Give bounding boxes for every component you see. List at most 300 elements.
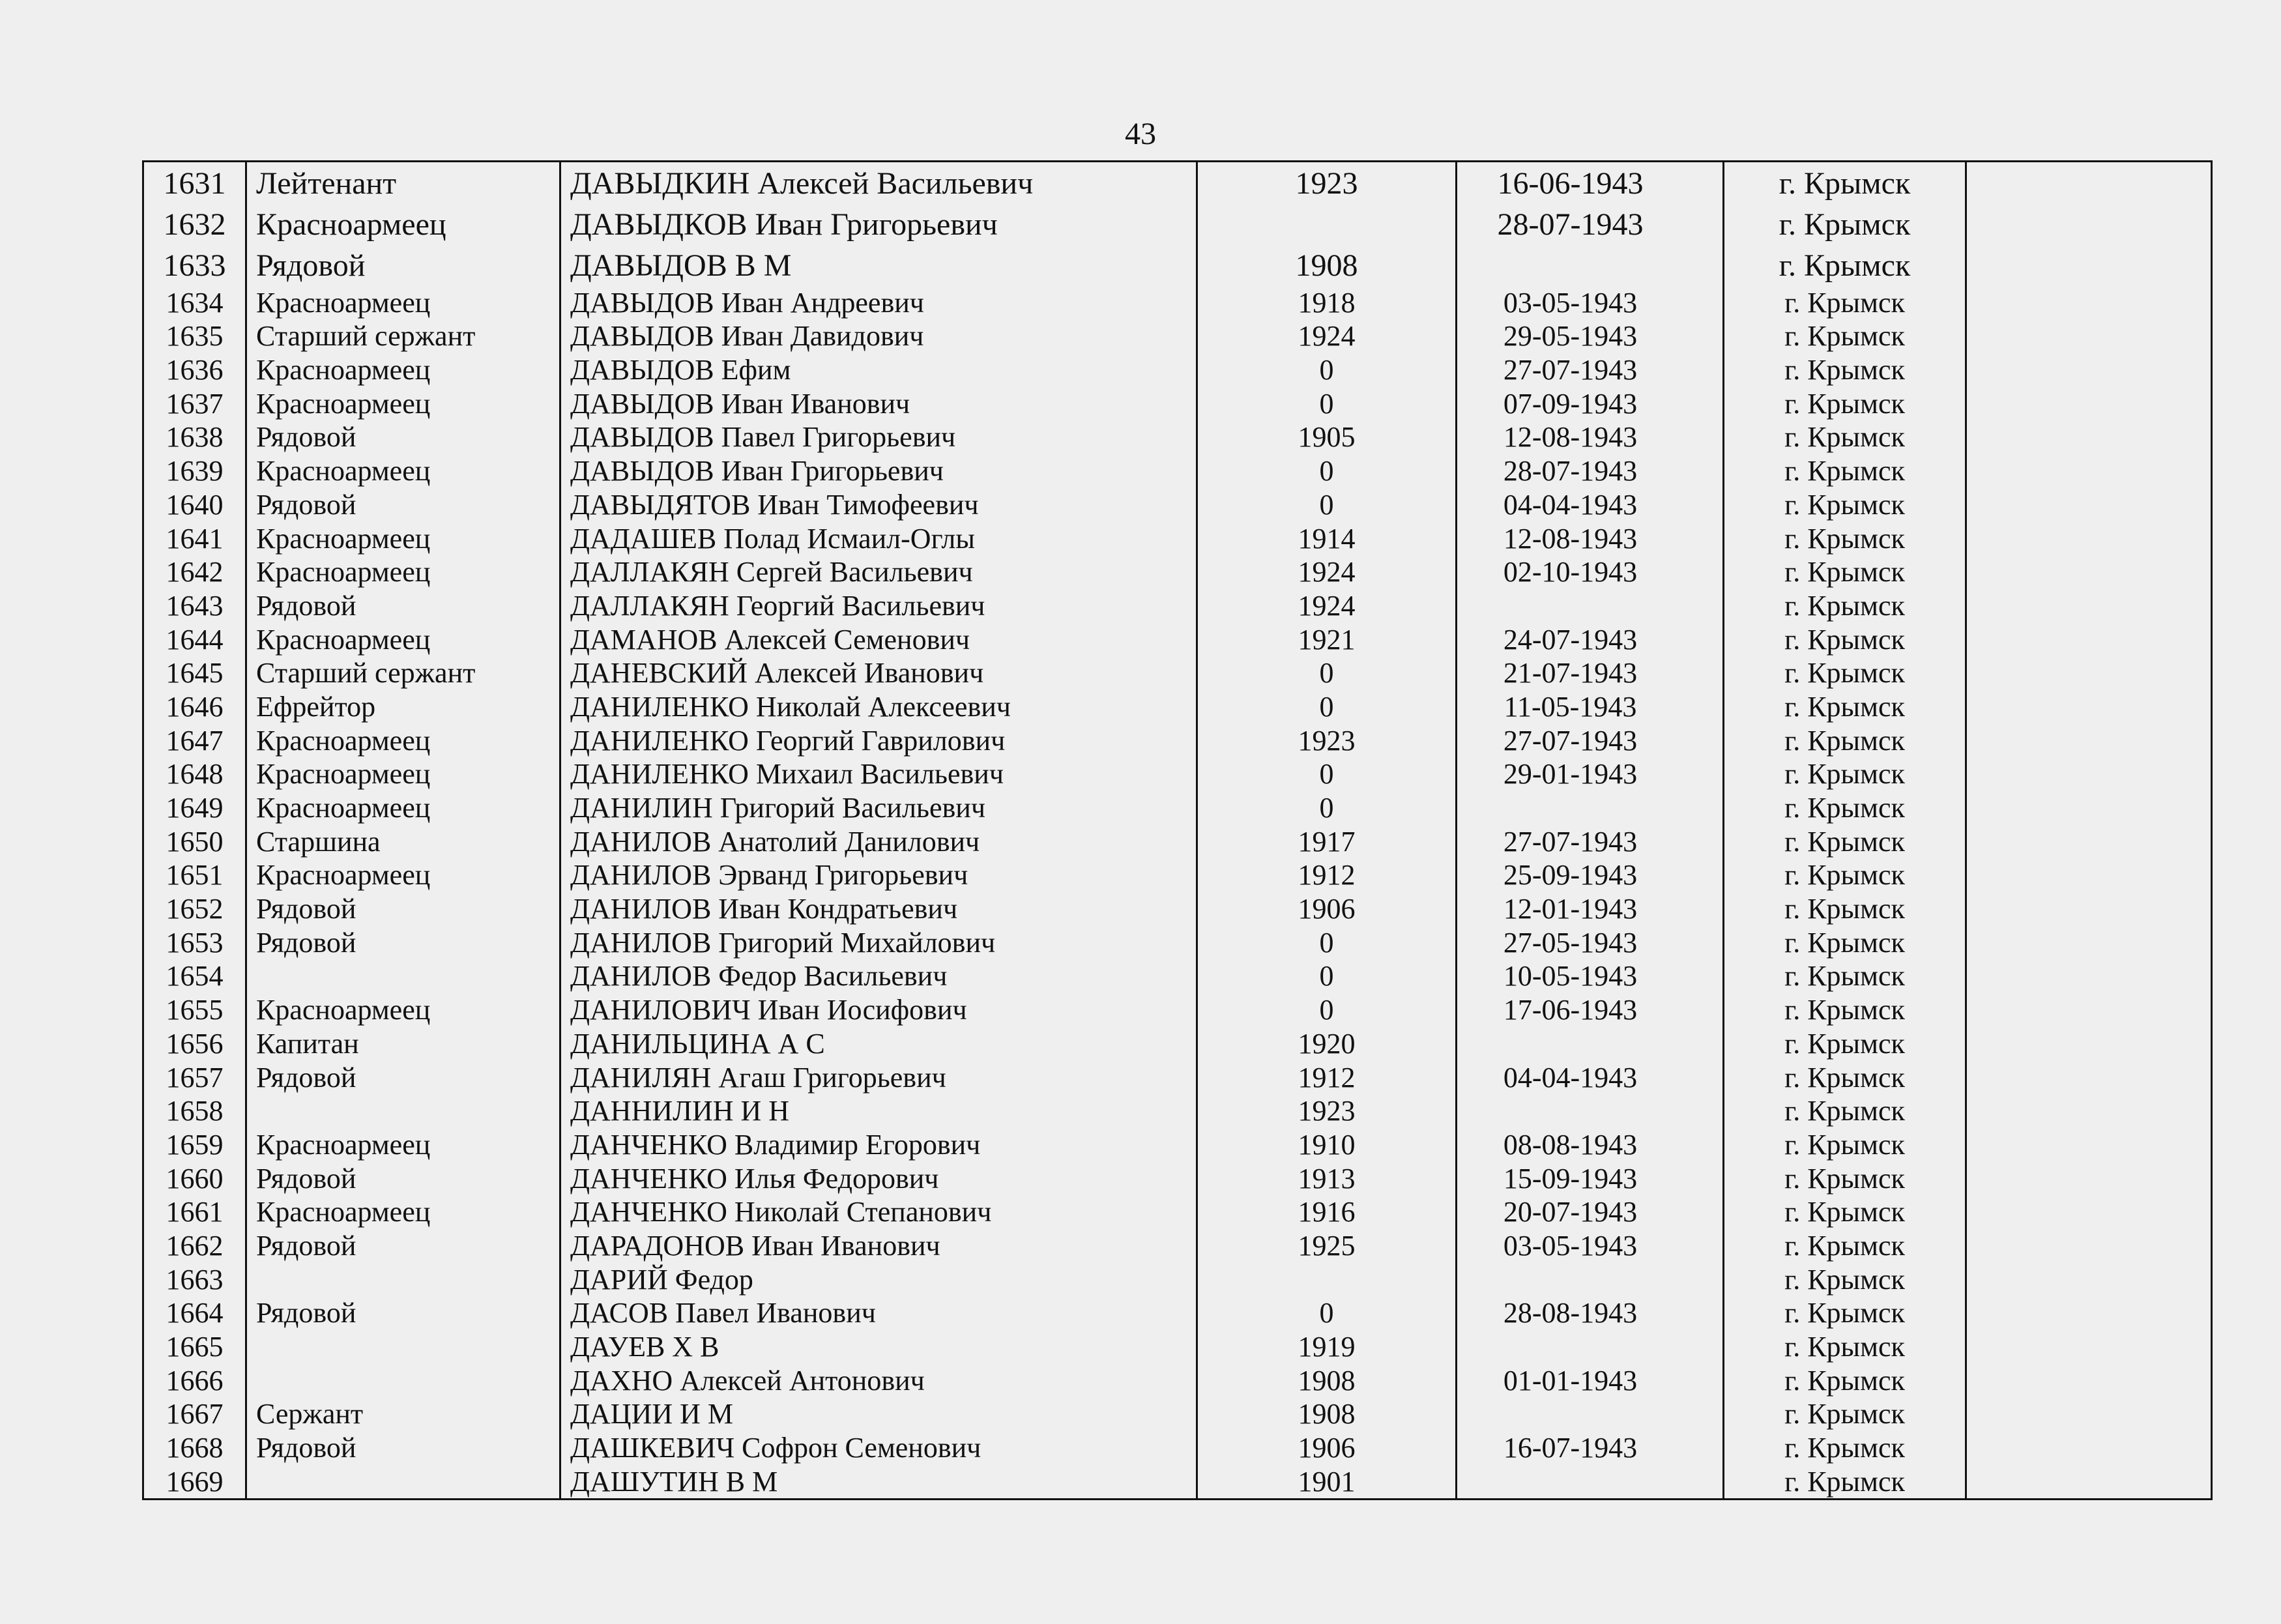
burial-place-cell: г. Крымск bbox=[1724, 454, 1966, 487]
rank-cell: Рядовой bbox=[246, 1296, 560, 1330]
empty-cell bbox=[1966, 1060, 2212, 1094]
record-number: 1664 bbox=[143, 1296, 246, 1330]
birth-year-cell: 1924 bbox=[1197, 319, 1457, 353]
burial-place-cell: г. Крымск bbox=[1724, 1060, 1966, 1094]
death-date-cell: 17-06-1943 bbox=[1457, 993, 1724, 1026]
burial-place-cell: г. Крымск bbox=[1724, 1296, 1966, 1330]
rank-cell: Рядовой bbox=[246, 420, 560, 454]
empty-cell bbox=[1966, 1094, 2212, 1128]
empty-cell bbox=[1966, 959, 2212, 993]
record-number: 1645 bbox=[143, 656, 246, 690]
record-number: 1631 bbox=[143, 162, 246, 204]
table-row bbox=[143, 420, 2212, 454]
death-date-cell: 27-07-1943 bbox=[1457, 723, 1724, 757]
empty-cell bbox=[1966, 824, 2212, 858]
death-date-cell: 27-07-1943 bbox=[1457, 824, 1724, 858]
rank-cell: Красноармеец bbox=[246, 203, 560, 244]
death-date-cell: 04-04-1943 bbox=[1457, 487, 1724, 521]
name-cell: ДАНИЛОВИЧ Иван Иосифович bbox=[560, 993, 1197, 1026]
table-row bbox=[143, 790, 2212, 824]
record-number: 1648 bbox=[143, 757, 246, 791]
empty-cell bbox=[1966, 858, 2212, 892]
empty-cell bbox=[1966, 656, 2212, 690]
table-row bbox=[143, 892, 2212, 925]
name-cell: ДАШУТИН В М bbox=[560, 1464, 1197, 1499]
empty-cell bbox=[1966, 244, 2212, 285]
rank-cell: Лейтенант bbox=[246, 162, 560, 204]
birth-year-cell: 1918 bbox=[1197, 285, 1457, 319]
record-number: 1655 bbox=[143, 993, 246, 1026]
record-number: 1667 bbox=[143, 1397, 246, 1431]
rank-cell: Рядовой bbox=[246, 892, 560, 925]
burial-place-cell: г. Крымск bbox=[1724, 244, 1966, 285]
record-number: 1653 bbox=[143, 925, 246, 959]
birth-year-cell: 0 bbox=[1197, 790, 1457, 824]
birth-year-cell: 1906 bbox=[1197, 892, 1457, 925]
empty-cell bbox=[1966, 454, 2212, 487]
birth-year-cell: 0 bbox=[1197, 757, 1457, 791]
death-date-cell: 24-07-1943 bbox=[1457, 622, 1724, 656]
birth-year-cell: 0 bbox=[1197, 993, 1457, 1026]
rank-cell: Красноармеец bbox=[246, 353, 560, 386]
burial-place-cell: г. Крымск bbox=[1724, 162, 1966, 204]
record-number: 1661 bbox=[143, 1195, 246, 1229]
empty-cell bbox=[1966, 1397, 2212, 1431]
death-date-cell: 08-08-1943 bbox=[1457, 1127, 1724, 1161]
burial-place-cell: г. Крымск bbox=[1724, 285, 1966, 319]
empty-cell bbox=[1966, 1161, 2212, 1195]
empty-cell bbox=[1966, 1430, 2212, 1464]
record-number: 1643 bbox=[143, 588, 246, 622]
table-row bbox=[143, 1228, 2212, 1262]
name-cell: ДАНИЛЯН Агаш Григорьевич bbox=[560, 1060, 1197, 1094]
rank-cell: Красноармеец bbox=[246, 1195, 560, 1229]
record-number: 1668 bbox=[143, 1430, 246, 1464]
empty-cell bbox=[1966, 285, 2212, 319]
birth-year-cell: 1905 bbox=[1197, 420, 1457, 454]
rank-cell: Красноармеец bbox=[246, 555, 560, 589]
birth-year-cell: 1912 bbox=[1197, 858, 1457, 892]
birth-year-cell: 1916 bbox=[1197, 1195, 1457, 1229]
birth-year-cell: 1923 bbox=[1197, 1094, 1457, 1128]
empty-cell bbox=[1966, 757, 2212, 791]
death-date-cell bbox=[1457, 1262, 1724, 1296]
empty-cell bbox=[1966, 162, 2212, 204]
burial-place-cell: г. Крымск bbox=[1724, 656, 1966, 690]
name-cell: ДАВЫДОВ В М bbox=[560, 244, 1197, 285]
empty-cell bbox=[1966, 420, 2212, 454]
empty-cell bbox=[1966, 487, 2212, 521]
empty-cell bbox=[1966, 723, 2212, 757]
death-date-cell bbox=[1457, 790, 1724, 824]
table-row bbox=[143, 1397, 2212, 1431]
burial-place-cell: г. Крымск bbox=[1724, 757, 1966, 791]
empty-cell bbox=[1966, 622, 2212, 656]
birth-year-cell: 1906 bbox=[1197, 1430, 1457, 1464]
birth-year-cell: 0 bbox=[1197, 656, 1457, 690]
empty-cell bbox=[1966, 790, 2212, 824]
record-number: 1658 bbox=[143, 1094, 246, 1128]
name-cell: ДАЛЛАКЯН Сергей Васильевич bbox=[560, 555, 1197, 589]
empty-cell bbox=[1966, 1329, 2212, 1363]
record-number: 1663 bbox=[143, 1262, 246, 1296]
death-date-cell: 21-07-1943 bbox=[1457, 656, 1724, 690]
death-date-cell: 25-09-1943 bbox=[1457, 858, 1724, 892]
record-number: 1659 bbox=[143, 1127, 246, 1161]
empty-cell bbox=[1966, 353, 2212, 386]
table-row bbox=[143, 285, 2212, 319]
name-cell: ДАНИЛОВ Анатолий Данилович bbox=[560, 824, 1197, 858]
empty-cell bbox=[1966, 1195, 2212, 1229]
burial-place-cell: г. Крымск bbox=[1724, 588, 1966, 622]
death-date-cell: 03-05-1943 bbox=[1457, 1228, 1724, 1262]
death-date-cell: 01-01-1943 bbox=[1457, 1363, 1724, 1397]
burial-place-cell: г. Крымск bbox=[1724, 1094, 1966, 1128]
birth-year-cell: 1917 bbox=[1197, 824, 1457, 858]
rank-cell bbox=[246, 1094, 560, 1128]
death-date-cell: 16-06-1943 bbox=[1457, 162, 1724, 204]
record-number: 1665 bbox=[143, 1329, 246, 1363]
table-row bbox=[143, 521, 2212, 555]
empty-cell bbox=[1966, 1464, 2212, 1499]
burial-place-cell: г. Крымск bbox=[1724, 203, 1966, 244]
burial-place-cell: г. Крымск bbox=[1724, 622, 1966, 656]
burial-place-cell: г. Крымск bbox=[1724, 555, 1966, 589]
rank-cell: Рядовой bbox=[246, 1430, 560, 1464]
table-row bbox=[143, 1060, 2212, 1094]
record-number: 1639 bbox=[143, 454, 246, 487]
record-number: 1669 bbox=[143, 1464, 246, 1499]
burial-place-cell: г. Крымск bbox=[1724, 790, 1966, 824]
burial-place-cell: г. Крымск bbox=[1724, 959, 1966, 993]
name-cell: ДАНЕВСКИЙ Алексей Иванович bbox=[560, 656, 1197, 690]
record-number: 1654 bbox=[143, 959, 246, 993]
birth-year-cell: 0 bbox=[1197, 1296, 1457, 1330]
name-cell: ДАНИЛОВ Иван Кондратьевич bbox=[560, 892, 1197, 925]
table-row bbox=[143, 1262, 2212, 1296]
birth-year-cell: 1921 bbox=[1197, 622, 1457, 656]
table-row bbox=[143, 353, 2212, 386]
death-date-cell: 12-08-1943 bbox=[1457, 420, 1724, 454]
rank-cell: Рядовой bbox=[246, 588, 560, 622]
death-date-cell bbox=[1457, 1329, 1724, 1363]
name-cell: ДАНИЛИН Григорий Васильевич bbox=[560, 790, 1197, 824]
table-row bbox=[143, 858, 2212, 892]
name-cell: ДАУЕВ Х В bbox=[560, 1329, 1197, 1363]
rank-cell: Красноармеец bbox=[246, 454, 560, 487]
rank-cell: Рядовой bbox=[246, 1228, 560, 1262]
record-number: 1666 bbox=[143, 1363, 246, 1397]
name-cell: ДАНИЛЕНКО Николай Алексеевич bbox=[560, 689, 1197, 723]
rank-cell: Красноармеец bbox=[246, 723, 560, 757]
record-number: 1652 bbox=[143, 892, 246, 925]
burial-place-cell: г. Крымск bbox=[1724, 925, 1966, 959]
death-date-cell: 27-07-1943 bbox=[1457, 353, 1724, 386]
record-number: 1662 bbox=[143, 1228, 246, 1262]
name-cell: ДАНЧЕНКО Николай Степанович bbox=[560, 1195, 1197, 1229]
table-row bbox=[143, 689, 2212, 723]
rank-cell: Красноармеец bbox=[246, 622, 560, 656]
table-row bbox=[143, 993, 2212, 1026]
record-number: 1646 bbox=[143, 689, 246, 723]
record-number: 1660 bbox=[143, 1161, 246, 1195]
birth-year-cell: 1908 bbox=[1197, 244, 1457, 285]
table-row bbox=[143, 588, 2212, 622]
burial-place-cell: г. Крымск bbox=[1724, 1228, 1966, 1262]
record-number: 1642 bbox=[143, 555, 246, 589]
burial-place-cell: г. Крымск bbox=[1724, 1329, 1966, 1363]
table-row bbox=[143, 959, 2212, 993]
burial-place-cell: г. Крымск bbox=[1724, 420, 1966, 454]
name-cell: ДАВЫДОВ Иван Иванович bbox=[560, 386, 1197, 420]
rank-cell: Старший сержант bbox=[246, 656, 560, 690]
death-date-cell bbox=[1457, 244, 1724, 285]
rank-cell bbox=[246, 959, 560, 993]
birth-year-cell: 1910 bbox=[1197, 1127, 1457, 1161]
burial-place-cell: г. Крымск bbox=[1724, 353, 1966, 386]
burial-place-cell: г. Крымск bbox=[1724, 723, 1966, 757]
death-date-cell: 29-01-1943 bbox=[1457, 757, 1724, 791]
name-cell: ДАВЫДОВ Иван Андреевич bbox=[560, 285, 1197, 319]
birth-year-cell bbox=[1197, 203, 1457, 244]
record-number: 1635 bbox=[143, 319, 246, 353]
empty-cell bbox=[1966, 1262, 2212, 1296]
record-number: 1637 bbox=[143, 386, 246, 420]
birth-year-cell: 0 bbox=[1197, 959, 1457, 993]
rank-cell: Красноармеец bbox=[246, 1127, 560, 1161]
rank-cell: Красноармеец bbox=[246, 993, 560, 1026]
name-cell: ДАСОВ Павел Иванович bbox=[560, 1296, 1197, 1330]
name-cell: ДАНИЛЕНКО Георгий Гаврилович bbox=[560, 723, 1197, 757]
table-row bbox=[143, 1161, 2212, 1195]
birth-year-cell: 0 bbox=[1197, 353, 1457, 386]
burial-place-cell: г. Крымск bbox=[1724, 1363, 1966, 1397]
name-cell: ДАНИЛЬЦИНА А С bbox=[560, 1026, 1197, 1060]
table-row bbox=[143, 622, 2212, 656]
death-date-cell: 10-05-1943 bbox=[1457, 959, 1724, 993]
record-number: 1657 bbox=[143, 1060, 246, 1094]
burial-place-cell: г. Крымск bbox=[1724, 386, 1966, 420]
rank-cell: Красноармеец bbox=[246, 521, 560, 555]
birth-year-cell: 1913 bbox=[1197, 1161, 1457, 1195]
birth-year-cell bbox=[1197, 1262, 1457, 1296]
death-date-cell: 03-05-1943 bbox=[1457, 285, 1724, 319]
death-date-cell: 28-08-1943 bbox=[1457, 1296, 1724, 1330]
birth-year-cell: 1919 bbox=[1197, 1329, 1457, 1363]
death-date-cell bbox=[1457, 1464, 1724, 1499]
rank-cell bbox=[246, 1262, 560, 1296]
record-number: 1638 bbox=[143, 420, 246, 454]
rank-cell: Красноармеец bbox=[246, 757, 560, 791]
table-row bbox=[143, 1094, 2212, 1128]
death-date-cell: 12-01-1943 bbox=[1457, 892, 1724, 925]
birth-year-cell: 1923 bbox=[1197, 723, 1457, 757]
rank-cell: Красноармеец bbox=[246, 285, 560, 319]
empty-cell bbox=[1966, 993, 2212, 1026]
death-date-cell bbox=[1457, 1094, 1724, 1128]
death-date-cell bbox=[1457, 1026, 1724, 1060]
table-row bbox=[143, 824, 2212, 858]
birth-year-cell: 1912 bbox=[1197, 1060, 1457, 1094]
burial-place-cell: г. Крымск bbox=[1724, 1464, 1966, 1499]
rank-cell: Рядовой bbox=[246, 1161, 560, 1195]
rank-cell: Капитан bbox=[246, 1026, 560, 1060]
name-cell: ДАШКЕВИЧ Софрон Семенович bbox=[560, 1430, 1197, 1464]
table-row bbox=[143, 555, 2212, 589]
rank-cell: Красноармеец bbox=[246, 386, 560, 420]
rank-cell bbox=[246, 1363, 560, 1397]
birth-year-cell: 1908 bbox=[1197, 1363, 1457, 1397]
record-number: 1651 bbox=[143, 858, 246, 892]
empty-cell bbox=[1966, 203, 2212, 244]
burial-place-cell: г. Крымск bbox=[1724, 858, 1966, 892]
rank-cell: Красноармеец bbox=[246, 858, 560, 892]
table-row bbox=[143, 203, 2212, 244]
birth-year-cell: 0 bbox=[1197, 487, 1457, 521]
birth-year-cell: 1920 bbox=[1197, 1026, 1457, 1060]
rank-cell: Рядовой bbox=[246, 925, 560, 959]
empty-cell bbox=[1966, 925, 2212, 959]
table-row bbox=[143, 319, 2212, 353]
burial-place-cell: г. Крымск bbox=[1724, 1397, 1966, 1431]
death-date-cell bbox=[1457, 1397, 1724, 1431]
empty-cell bbox=[1966, 521, 2212, 555]
record-number: 1650 bbox=[143, 824, 246, 858]
burial-place-cell: г. Крымск bbox=[1724, 487, 1966, 521]
rank-cell: Рядовой bbox=[246, 487, 560, 521]
death-date-cell: 16-07-1943 bbox=[1457, 1430, 1724, 1464]
record-number: 1634 bbox=[143, 285, 246, 319]
empty-cell bbox=[1966, 1127, 2212, 1161]
death-date-cell: 11-05-1943 bbox=[1457, 689, 1724, 723]
birth-year-cell: 1914 bbox=[1197, 521, 1457, 555]
table-row bbox=[143, 244, 2212, 285]
table-row bbox=[143, 1329, 2212, 1363]
burial-place-cell: г. Крымск bbox=[1724, 521, 1966, 555]
name-cell: ДАВЫДОВ Ефим bbox=[560, 353, 1197, 386]
record-number: 1640 bbox=[143, 487, 246, 521]
table-row bbox=[143, 487, 2212, 521]
rank-cell bbox=[246, 1329, 560, 1363]
name-cell: ДАВЫДКИН Алексей Васильевич bbox=[560, 162, 1197, 204]
death-date-cell: 04-04-1943 bbox=[1457, 1060, 1724, 1094]
name-cell: ДАЦИИ И М bbox=[560, 1397, 1197, 1431]
table-row bbox=[143, 1363, 2212, 1397]
burial-place-cell: г. Крымск bbox=[1724, 1195, 1966, 1229]
name-cell: ДАНИЛОВ Федор Васильевич bbox=[560, 959, 1197, 993]
death-date-cell: 29-05-1943 bbox=[1457, 319, 1724, 353]
table-row bbox=[143, 723, 2212, 757]
burial-place-cell: г. Крымск bbox=[1724, 1262, 1966, 1296]
death-date-cell: 20-07-1943 bbox=[1457, 1195, 1724, 1229]
birth-year-cell: 1924 bbox=[1197, 588, 1457, 622]
table-row bbox=[143, 1430, 2212, 1464]
empty-cell bbox=[1966, 1363, 2212, 1397]
table-row bbox=[143, 454, 2212, 487]
rank-cell: Сержант bbox=[246, 1397, 560, 1431]
record-number: 1656 bbox=[143, 1026, 246, 1060]
birth-year-cell: 1925 bbox=[1197, 1228, 1457, 1262]
birth-year-cell: 0 bbox=[1197, 689, 1457, 723]
register-table bbox=[142, 160, 2213, 1500]
table-row bbox=[143, 1195, 2212, 1229]
birth-year-cell: 0 bbox=[1197, 925, 1457, 959]
record-number: 1649 bbox=[143, 790, 246, 824]
table-row bbox=[143, 1026, 2212, 1060]
rank-cell bbox=[246, 1464, 560, 1499]
name-cell: ДАВЫДОВ Иван Давидович bbox=[560, 319, 1197, 353]
empty-cell bbox=[1966, 689, 2212, 723]
birth-year-cell: 0 bbox=[1197, 454, 1457, 487]
burial-place-cell: г. Крымск bbox=[1724, 319, 1966, 353]
name-cell: ДАНИЛОВ Григорий Михайлович bbox=[560, 925, 1197, 959]
record-number: 1632 bbox=[143, 203, 246, 244]
death-date-cell: 12-08-1943 bbox=[1457, 521, 1724, 555]
burial-place-cell: г. Крымск bbox=[1724, 689, 1966, 723]
birth-year-cell: 1901 bbox=[1197, 1464, 1457, 1499]
burial-place-cell: г. Крымск bbox=[1724, 824, 1966, 858]
empty-cell bbox=[1966, 892, 2212, 925]
table-row bbox=[143, 757, 2212, 791]
rank-cell: Рядовой bbox=[246, 244, 560, 285]
rank-cell: Ефрейтор bbox=[246, 689, 560, 723]
record-number: 1641 bbox=[143, 521, 246, 555]
record-number: 1644 bbox=[143, 622, 246, 656]
burial-place-cell: г. Крымск bbox=[1724, 1026, 1966, 1060]
name-cell: ДАННИЛИН И Н bbox=[560, 1094, 1197, 1128]
empty-cell bbox=[1966, 386, 2212, 420]
burial-place-cell: г. Крымск bbox=[1724, 892, 1966, 925]
death-date-cell: 28-07-1943 bbox=[1457, 203, 1724, 244]
name-cell: ДАНЧЕНКО Владимир Егорович bbox=[560, 1127, 1197, 1161]
name-cell: ДАВЫДОВ Павел Григорьевич bbox=[560, 420, 1197, 454]
table-row bbox=[143, 656, 2212, 690]
name-cell: ДАЛЛАКЯН Георгий Васильевич bbox=[560, 588, 1197, 622]
table-row bbox=[143, 925, 2212, 959]
birth-year-cell: 1908 bbox=[1197, 1397, 1457, 1431]
rank-cell: Рядовой bbox=[246, 1060, 560, 1094]
rank-cell: Старшина bbox=[246, 824, 560, 858]
empty-cell bbox=[1966, 555, 2212, 589]
record-number: 1633 bbox=[143, 244, 246, 285]
name-cell: ДАМАНОВ Алексей Семенович bbox=[560, 622, 1197, 656]
register-rows bbox=[143, 162, 2212, 1500]
death-date-cell: 27-05-1943 bbox=[1457, 925, 1724, 959]
birth-year-cell: 1923 bbox=[1197, 162, 1457, 204]
death-date-cell: 07-09-1943 bbox=[1457, 386, 1724, 420]
empty-cell bbox=[1966, 1026, 2212, 1060]
empty-cell bbox=[1966, 319, 2212, 353]
table-row bbox=[143, 1127, 2212, 1161]
death-date-cell: 28-07-1943 bbox=[1457, 454, 1724, 487]
rank-cell: Красноармеец bbox=[246, 790, 560, 824]
name-cell: ДАРАДОНОВ Иван Иванович bbox=[560, 1228, 1197, 1262]
death-date-cell: 02-10-1943 bbox=[1457, 555, 1724, 589]
record-number: 1647 bbox=[143, 723, 246, 757]
table-row bbox=[143, 1296, 2212, 1330]
empty-cell bbox=[1966, 588, 2212, 622]
birth-year-cell: 1924 bbox=[1197, 555, 1457, 589]
name-cell: ДАНИЛОВ Эрванд Григорьевич bbox=[560, 858, 1197, 892]
burial-place-cell: г. Крымск bbox=[1724, 1430, 1966, 1464]
burial-place-cell: г. Крымск bbox=[1724, 993, 1966, 1026]
name-cell: ДАВЫДЯТОВ Иван Тимофеевич bbox=[560, 487, 1197, 521]
death-date-cell: 15-09-1943 bbox=[1457, 1161, 1724, 1195]
birth-year-cell: 0 bbox=[1197, 386, 1457, 420]
empty-cell bbox=[1966, 1296, 2212, 1330]
name-cell: ДАДАШЕВ Полад Исмаил-Оглы bbox=[560, 521, 1197, 555]
table-row bbox=[143, 1464, 2212, 1499]
